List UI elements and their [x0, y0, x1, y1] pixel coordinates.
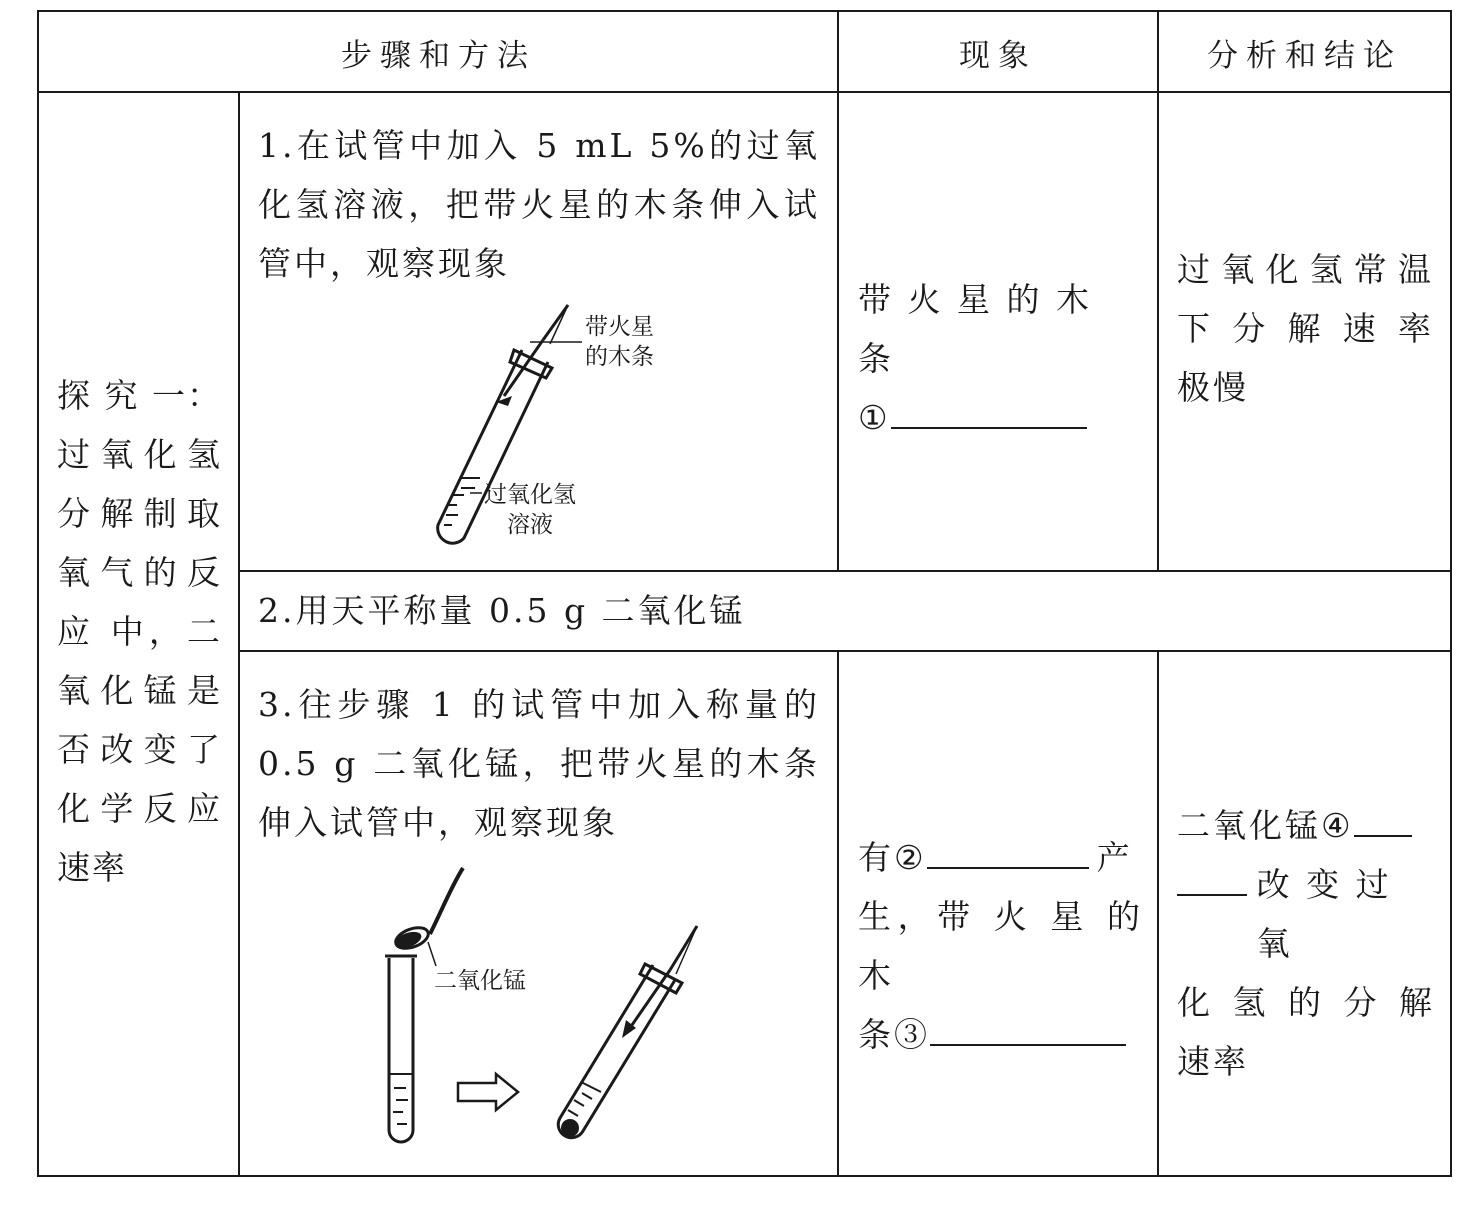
mno2-label: 二氧化锰 [434, 968, 526, 994]
step1-line: 化氢溶液，把带火星的木条伸入试 [258, 185, 820, 224]
analysis1-line: 下 分 解 速 率 [1177, 309, 1434, 348]
blank4-marker: ④ [1321, 806, 1354, 845]
solution-label-line: 过氧化氢 [484, 482, 576, 508]
row1-bottom-border [239, 570, 1452, 572]
blank3[interactable] [930, 1010, 1126, 1046]
analysis3-line2 [1177, 855, 1435, 973]
blank2[interactable] [927, 833, 1089, 869]
header-bottom-border [37, 91, 1452, 93]
table-bottom-border [37, 1175, 1452, 1177]
phenomenon3-line3 [858, 1005, 1143, 1064]
step3-line: 3.往步骤 1 的试管中加入称量的 [258, 685, 820, 724]
table-left-border [37, 10, 39, 1177]
step1-line: 1.在试管中加入 5 mL 5%的过氧 [258, 126, 820, 165]
phenomenon1-line: 带 火 星 的 木 条 [858, 280, 1092, 378]
table-right-border [1450, 10, 1452, 1177]
analysis3-pre: 二氧化锰 [1177, 806, 1321, 845]
blank3-marker: ③ [894, 1015, 930, 1054]
inquiry-label-line: 氧气的反 [57, 553, 222, 592]
analysis1-line: 极慢 [1177, 368, 1249, 407]
header-phenomenon: 现象 [959, 38, 1037, 74]
inquiry-label-line: 过氧化氢 [57, 435, 222, 474]
phenomenon3-line3-pre: 条 [858, 1015, 894, 1054]
blank1-marker: ① [858, 398, 891, 437]
row2-bottom-border [239, 650, 1452, 652]
step3-line: 0.5 g 二氧化锰，把带火星的木条 [258, 744, 820, 783]
splint-label-line: 的木条 [585, 344, 654, 370]
analysis3 [1177, 796, 1435, 1091]
splint-label-line: 带火星 [585, 314, 654, 340]
step1-line: 管中，观察现象 [258, 244, 510, 283]
inquiry-label-line: 分解制取 [57, 494, 222, 533]
table-top-border [37, 10, 1452, 12]
phenomenon1 [858, 270, 1140, 447]
step2-text: 2.用天平称量 0.5 g 二氧化锰 [258, 591, 746, 630]
blank1[interactable] [891, 393, 1087, 429]
inquiry-label-line: 否改变了 [57, 730, 222, 769]
inquiry-label-line: 应 中，二 [57, 612, 222, 651]
solution-label [484, 480, 576, 540]
inquiry-label-line: 探 究 一： [57, 376, 222, 415]
inquiry-label [57, 366, 222, 897]
mno2-addition-diagram [370, 860, 730, 1160]
splint-label [585, 312, 654, 372]
inquiry-label-line: 氧化锰是 [57, 671, 222, 710]
steps-column-border-bottom [837, 650, 839, 1177]
steps-column-border-top [837, 10, 839, 572]
analysis3-line4: 速率 [1177, 1042, 1249, 1081]
phenomenon3-pre: 有 [858, 838, 894, 877]
analysis3-line1 [1177, 796, 1435, 855]
inquiry-label-line: 速率 [57, 848, 127, 887]
step1-text [258, 116, 820, 293]
phenomenon3-line2: 生，带 火 星 的 木 [858, 897, 1143, 995]
header-analysis: 分析和结论 [1207, 38, 1402, 74]
phenomenon1-blank-line [858, 388, 1140, 447]
blank4-continued[interactable] [1177, 860, 1247, 896]
blank4[interactable] [1354, 801, 1412, 837]
step3-text [258, 675, 820, 852]
analysis3-line2-text: 改 变 过 氧 [1256, 865, 1392, 963]
step3-line: 伸入试管中，观察现象 [258, 803, 618, 842]
header-steps: 步骤和方法 [341, 38, 536, 74]
phenomenon-column-border-top [1157, 10, 1159, 572]
label-column-border [238, 91, 240, 1177]
phenomenon3-line1 [858, 828, 1143, 887]
phenomenon3 [858, 828, 1143, 1064]
inquiry-label-line: 化学反应 [57, 789, 222, 828]
blank2-marker: ② [894, 838, 927, 877]
analysis1 [1177, 240, 1434, 417]
phenomenon3-post: 产 [1096, 838, 1133, 877]
solution-label-line: 溶液 [507, 512, 553, 538]
analysis3-line3: 化 氢 的 分 解 [1177, 983, 1435, 1022]
phenomenon-column-border-bottom [1157, 650, 1159, 1177]
analysis1-line: 过氧化氢常温 [1177, 250, 1434, 289]
